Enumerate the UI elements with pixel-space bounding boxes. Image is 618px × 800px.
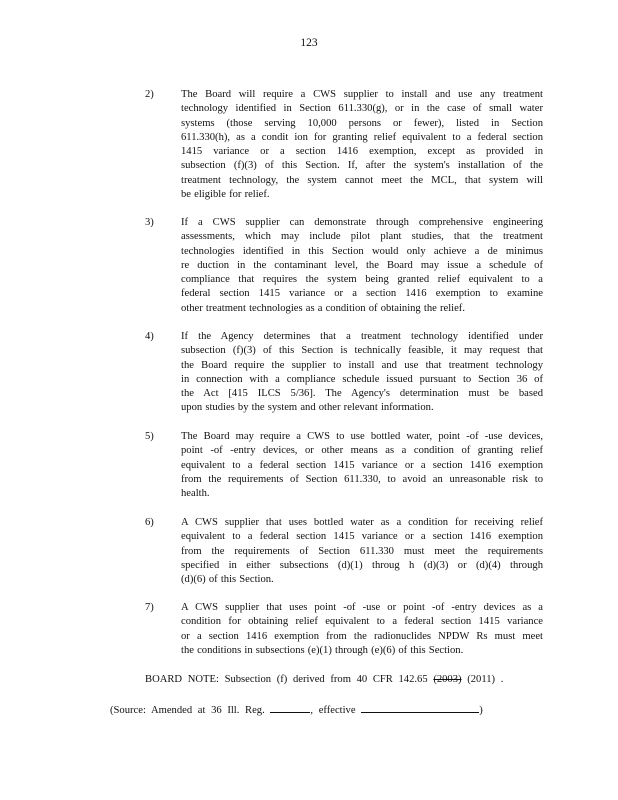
text-line: assessments, which may include pilot plant studies, that the treatment	[181, 231, 543, 243]
struck-text: (2003)	[433, 674, 462, 685]
text-line: point -of -entry devices, or other means as a condition of granting relief	[181, 445, 543, 457]
text-line: condition for obtaining relief equivalent to a federal section 1415 variance	[181, 616, 543, 628]
text-line: other treatment technologies as a condition of obtaining the relief.	[181, 302, 465, 314]
text-line: from the requirements of Section 611.330 must meet the requirements	[181, 545, 543, 557]
item-number: 3)	[145, 217, 154, 228]
item-number: 5)	[145, 431, 154, 442]
text-line: be eligible for relief.	[181, 189, 270, 201]
item-text	[181, 88, 543, 202]
text-line: technology identified in Section 611.330(g), or in the case of small water	[181, 103, 543, 115]
text-line: systems (those serving 10,000 persons or fewer), listed in Section	[181, 117, 543, 129]
text-line: technologies identified in this Section would only achieve a de minimus	[181, 245, 543, 257]
item-text	[181, 430, 543, 501]
item-text	[181, 601, 543, 658]
effective-date-blank	[361, 702, 479, 713]
text-line: or a section 1416 exemption from the radionuclides NPDW Rs must meet	[181, 630, 543, 642]
text-line: the Board require the supplier to install and use that treatment technology	[181, 359, 543, 371]
text-line: The Board may require a CWS to use bottled water, point -of -use devices,	[181, 431, 543, 442]
text-line: the Act [415 ILCS 5/36]. The Agency's determination must be based	[181, 388, 543, 400]
item-text	[181, 216, 543, 316]
text-line: subsection (f)(3) of this Section is technically feasible, it may request that	[181, 345, 543, 357]
board-note-text: BOARD NOTE: Subsection (f) derived from 40 CFR 142.65	[145, 674, 428, 685]
text-line: compliance that requires the system being granted relief equivalent to a	[181, 274, 543, 286]
item-number: 6)	[145, 517, 154, 528]
text-line: health.	[181, 488, 210, 500]
item-number: 2)	[145, 89, 154, 100]
text-line: subsection (f)(3) of this Section. If, after the system's installation of the	[181, 160, 543, 172]
text-line: federal section 1415 variance or a section 1416 exemption to examine	[181, 288, 543, 300]
text-line: equivalent to a federal section 1415 variance or a section 1416 exemption	[181, 531, 543, 543]
text-line: If the Agency determines that a treatment technology identified under	[181, 331, 543, 342]
text-line: The Board will require a CWS supplier to install and use any treatment	[181, 89, 543, 100]
text-line: equivalent to a federal section 1415 variance or a section 1416 exemption	[181, 459, 543, 471]
source-prefix: (Source: Amended at 36 Ill. Reg.	[110, 705, 265, 716]
text-line: A CWS supplier that uses point -of -use or point -of -entry devices as a	[181, 602, 543, 613]
item-text	[181, 330, 543, 416]
text-line: specified in either subsections (d)(1) throug h (d)(3) or (d)(4) through	[181, 559, 543, 571]
text-line: from the requirements of Section 611.330, to avoid an unreasonable risk to	[181, 473, 543, 485]
board-note-suffix: (2011) .	[461, 674, 504, 685]
text-line: (d)(6) of this Section.	[181, 574, 274, 586]
text-line: A CWS supplier that uses bottled water as a condition for receiving relief	[181, 517, 543, 528]
source-middle: , effective	[310, 705, 356, 716]
item-number: 4)	[145, 331, 154, 342]
source-suffix: )	[479, 705, 483, 716]
text-line: 611.330(h), as a condit ion for granting relief equivalent to a federal section	[181, 131, 543, 143]
source-line	[110, 702, 510, 718]
item-text	[181, 516, 543, 587]
text-line: If a CWS supplier can demonstrate through comprehensive engineering	[181, 217, 543, 228]
register-blank	[270, 702, 310, 713]
item-number: 7)	[145, 602, 154, 613]
page-number: 123	[300, 37, 318, 49]
text-line: the conditions in subsections (e)(1) through (e)(6) of this Section.	[181, 644, 464, 656]
text-line: upon studies by the system and other relevant information.	[181, 402, 434, 414]
text-line: re duction in the contaminant level, the Board may issue a schedule of	[181, 259, 543, 271]
board-note	[145, 673, 545, 687]
text-line: in connection with a compliance schedule issued pursuant to Section 36 of	[181, 373, 543, 385]
text-line: 1415 variance or a section 1416 exemption, except as provided in	[181, 146, 543, 158]
text-line: treatment technology, the system cannot meet the MCL, that system will	[181, 174, 543, 186]
